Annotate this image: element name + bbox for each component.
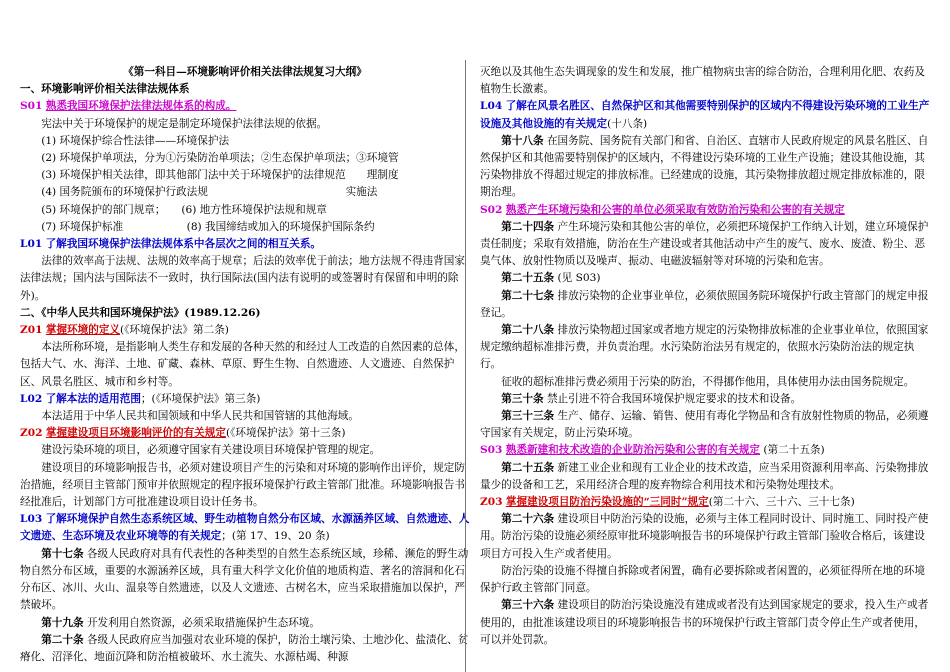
article-25 <box>480 460 930 494</box>
doc-title: 《第一科目—环境影响评价相关法律法规复习大纲》 <box>123 66 367 78</box>
article-25b-body: 新建工业企业和现有工业企业的技术改造，应当采用资源利用率高、污染物排放量少的设备和工艺，采用经济合理的废弃物综合利用技术和污染物处理技术。 <box>480 461 929 491</box>
article-26-body-2: 防治污染的设施不得擅自拆除或者闲置，确有必要拆除或者闲置的，必须征得所在地的环境保护行政主管部门同意。 <box>480 564 925 595</box>
s02-text: 熟悉产生环境污染和公害的单位必须采取有效防治污染和公害的有关规定 <box>505 203 845 216</box>
article-36-body: 建设项目的防治污染设施没有建成或者没有达到国家规定的要求，投入生产或者使用的，由批准该建设项目的环境影响报告书的环境保护行政主管部门责令停止生产或者使用，可以并处罚款。 <box>480 599 929 646</box>
s01-text: 熟悉我国环境保护法律法规体系的构成。 <box>45 100 237 113</box>
l01-heading <box>20 236 470 253</box>
z02-body-2: 建设项目的环境影响报告书，必须对建设项目产生的污染和对环境的影响作出评价，规定防治措施，经项目主管部门预审并依照规定的程序报环境保护行政主管部门批准。环境影响报告书经批准后，计划部门方可批准建设项目设计任务书。 <box>20 461 465 509</box>
s03-heading <box>480 442 930 459</box>
article-28-body: 排放污染物超过国家或者地方规定的污染物排放标准的企业事业单位，依照国家规定缴纳超标准排污费，并负责治理。水污染防治法另有规定的，依照水污染防治法的规定执行。 <box>480 324 929 371</box>
law-list-item: (1) 环境保护综合性法律——环境保护法 <box>41 134 230 147</box>
l04-text: 了解在风景名胜区、自然保护区和其他需要特别保护的区域内不得建设污染环境的工业生产设施及其他设施的有关规定 <box>480 100 930 130</box>
law-list-item: (2) 环境保护单项法，分为①污染防治单项法；②生态保护单项法；③环境管 <box>41 152 399 165</box>
z01-body: 本法所称环境，是指影响人类生存和发展的各种天然的和经过人工改造的自然因素的总体，包括大气、水、海洋、土地、矿藏、森林、草原、野生生物、自然遗迹、人文遗迹、自然保护区、风景名胜区、城市和乡村等。 <box>20 341 465 388</box>
s03-code: S03 <box>480 444 503 457</box>
l01-body: 法律的效率高于法规、法规的效率高于规章；后法的效率优于前法；地方法规不得违背国家法律法规；国内法与国际法不一致时，执行国际法(国内法有说明的或签署时有保留和申明的除外)。 <box>20 255 465 302</box>
article-19-label: 第十九条 <box>41 616 84 629</box>
z02-text: 掌握建设项目环境影响评价的有关规定 <box>45 427 226 440</box>
column-divider <box>465 60 466 672</box>
article-26 <box>480 511 930 563</box>
z03-code: Z03 <box>480 496 503 509</box>
l04-heading <box>480 98 930 132</box>
l03-code: L03 <box>20 513 43 526</box>
l02-body: 本法适用于中华人民共和国领域和中华人民共和国管辖的其他海域。 <box>41 410 359 423</box>
article-20-body: 各级人民政府应当加强对农业环境的保护，防治土壤污染、土地沙化、盐渍化、贫瘠化、沼泽化、地面沉降和防治植被破坏、水土流失、水源枯竭、种源 <box>20 633 469 663</box>
s02-code: S02 <box>480 203 503 216</box>
article-30 <box>480 391 930 408</box>
z02-ref: (《环境保护法》第十三条) <box>225 427 346 440</box>
article-33-label: 第三十三条 <box>501 410 555 423</box>
article-19 <box>20 615 470 632</box>
z01-text: 掌握环境的定义 <box>45 324 121 337</box>
article-20-continued: 灭绝以及其他生态失调现象的发生和发展，推广植物病虫害的综合防治，合理利用化肥、农药及植物生长激素。 <box>480 66 925 96</box>
l04-ref: (十八条) <box>607 117 648 130</box>
article-36 <box>480 597 930 649</box>
law-list-item: (5) 环境保护的部门规章； (6) 地方性环境保护法规和规章 <box>41 203 327 216</box>
l01-code: L01 <box>20 238 43 251</box>
article-26-body: 建设项目中防治污染的设施，必须与主体工程同时设计、同时施工、同时投产使用。防治污染的设施必须经原审批环境影响报告书的环境保护行政主管部门验收合格后，该建设项目方可投入生产或者使用。 <box>480 513 929 560</box>
l02-code: L02 <box>20 392 43 405</box>
article-27 <box>480 288 930 322</box>
z03-ref: (第二十六、三十六、三十七条) <box>708 496 855 509</box>
s03-ref: (第二十五条) <box>763 444 825 457</box>
article-19-body: 开发利用自然资源，必须采取措施保护生态环境。 <box>86 616 320 629</box>
article-17-body: 各级人民政府对具有代表性的各种类型的自然生态系统区域，珍稀、濒危的野生动物自然分布区域，重要的水源涵养区域，具有重大科学文化价值的地质构造、著名的溶洞和化石分布区、冰川、火山、温泉等自然遗迹，以及人文遗迹、古树名木，应当采取措施加以保护，严禁破坏。 <box>20 547 469 612</box>
article-33 <box>480 408 930 442</box>
article-25-label: 第二十五条 <box>501 272 555 285</box>
article-30-label: 第三十条 <box>501 392 544 405</box>
article-25-ref <box>480 270 930 287</box>
article-20-label: 第二十条 <box>41 633 84 646</box>
article-20 <box>20 632 470 666</box>
s01-body: 宪法中关于环境保护的规定是制定环境保护法律法规的依据。 <box>41 117 328 130</box>
right-column <box>480 64 930 649</box>
article-30-body: 禁止引进不符合我国环境保护规定要求的技术和设备。 <box>546 392 802 405</box>
l01-text: 了解我国环境保护法律法规体系中各层次之间的相互关系。 <box>45 238 322 251</box>
z03-heading <box>480 494 930 511</box>
article-27-label: 第二十七条 <box>501 289 555 302</box>
article-18-body: 在国务院、国务院有关部门和省、自治区、直辖市人民政府规定的风景名胜区、自然保护区和其他需要特别保护的区域内，不得建设污染环境的工业生产设施；建设其他设施，其污染物排放不得超过规定的排放标准。已经建成的设施，其污染物排放超过规定排放标准的，限期治理。 <box>480 134 929 199</box>
article-17 <box>20 546 470 615</box>
l03-heading <box>20 511 470 545</box>
article-36-label: 第三十六条 <box>501 599 555 612</box>
l02-heading <box>20 391 470 408</box>
article-24 <box>480 219 930 271</box>
article-24-body: 产生环境污染和其他公害的单位，必须把环境保护工作纳入计划，建立环境保护责任制度；采取有效措施，防治在生产建设或者其他活动中产生的废气、废水、废渣、粉尘、恶臭气体、放射性物质以及噪声、振动、电磁波辐射等对环境的污染和危害。 <box>480 220 929 268</box>
l03-text: 了解环境保护自然生态系统区域、野生动植物自然分布区域、水源涵养区域、自然遗迹、人文遗迹、生态环境及农业环境等的有关规定 <box>20 513 470 543</box>
article-18 <box>480 133 930 202</box>
z01-ref: (《环境保护法》第二条) <box>120 324 229 337</box>
article-17-label: 第十七条 <box>41 547 84 560</box>
l04-code: L04 <box>480 100 503 113</box>
z03-text: 掌握建设项目防治污染设施的“三同时”规定 <box>505 496 709 509</box>
z02-body-1: 建设污染环境的项目，必须遵守国家有关建设项目环境保护管理的规定。 <box>41 444 381 457</box>
left-column <box>20 64 470 666</box>
article-28-label: 第二十八条 <box>501 324 555 337</box>
article-25-body: (见 S03) <box>557 272 601 285</box>
z01-heading <box>20 322 470 339</box>
s01-code: S01 <box>20 100 43 113</box>
article-25b-label: 第二十五条 <box>501 461 555 474</box>
article-28 <box>480 322 930 374</box>
article-33-body: 生产、储存、运输、销售、使用有毒化学物品和含有放射性物质的物品，必须遵守国家有关规定，防止污染环境。 <box>480 410 929 440</box>
s03-text: 熟悉新建和技术改造的企业防治污染和公害的有关规定 <box>505 444 761 457</box>
article-18-label: 第十八条 <box>501 134 544 147</box>
z02-code: Z02 <box>20 427 43 440</box>
section-1-heading: 一、环境影响评价相关法律法规体系 <box>20 83 190 96</box>
z02-heading <box>20 425 470 442</box>
article-26-label: 第二十六条 <box>501 513 555 526</box>
l02-ref: ；(《环境保护法》第三条) <box>140 392 261 405</box>
law-list-item: (4) 国务院颁布的环境保护行政法规 实施法 <box>41 186 378 199</box>
l03-ref: ；(第 17、19、20 条) <box>221 530 330 543</box>
article-27-body: 排放污染物的企业事业单位，必须依照国务院环境保护行政主管部门的规定申报登记。 <box>480 289 929 319</box>
law-list-item: (3) 环境保护相关法律，即其他部门法中关于环境保护的法律规范 理制度 <box>41 169 399 182</box>
law-list-item: (7) 环境保护标准 (8) 我国缔结或加入的环境保护国际条约 <box>41 220 375 233</box>
section-2-heading: 二、《中华人民共和国环境保护法》(1989.12.26) <box>20 306 261 319</box>
z01-code: Z01 <box>20 324 43 337</box>
s01-heading <box>20 98 470 115</box>
l02-text: 了解本法的适用范围 <box>45 392 141 405</box>
s02-heading <box>480 202 930 219</box>
article-24-label: 第二十四条 <box>501 220 555 233</box>
article-28-body-2: 征收的超标准排污费必须用于污染的防治，不得挪作他用，具体使用办法由国务院规定。 <box>501 375 915 388</box>
